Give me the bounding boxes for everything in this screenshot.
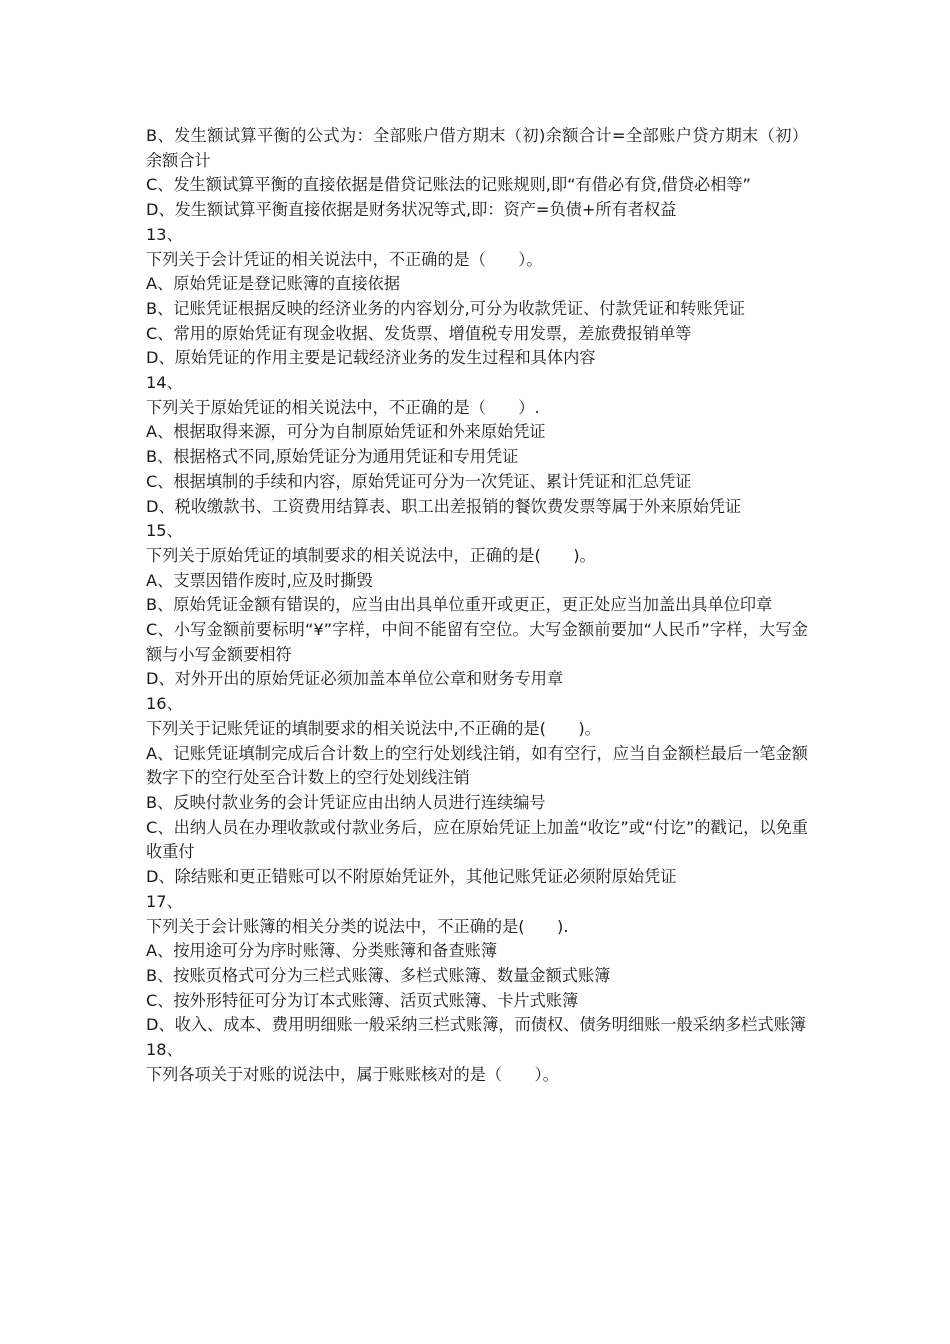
question-text-18: 下列各项关于对账的说法中，属于账账核对的是（ ）。 — [146, 1064, 559, 1084]
option-b-q14: B、根据格式不同,原始凭证分为通用凭证和专用凭证 — [146, 447, 519, 467]
option-b-q12: B、发生额试算平衡的公式为：全部账户借方期末（初)余额合计=全部账户贷方期末（初）余额合计 — [146, 126, 808, 170]
option-b-q15: B、原始凭证金额有错误的，应当由出具单位重开或更正，更正处应当加盖出具单位印章 — [146, 595, 773, 615]
option-a-q16: A、记账凭证填制完成后合计数上的空行处划线注销，如有空行，应当自金额栏最后一笔金额数字下的空行处至合计数上的空行处划线注销 — [146, 743, 808, 788]
document-page — [146, 124, 808, 1087]
question-number-17: 17、 — [146, 891, 183, 911]
question-text-13: 下列关于会计凭证的相关说法中，不正确的是（ ）。 — [146, 249, 543, 269]
question-number-18: 18、 — [146, 1040, 183, 1060]
option-b-q16: B、反映付款业务的会计凭证应由出纳人员进行连续编号 — [146, 792, 546, 812]
option-c-q17: C、按外形特征可分为订本式账簿、活页式账簿、卡片式账簿 — [146, 990, 579, 1010]
option-d-q16: D、除结账和更正错账可以不附原始凭证外，其他记账凭证必须附原始凭证 — [146, 867, 677, 887]
question-text-15: 下列关于原始凭证的填制要求的相关说法中，正确的是( )。 — [146, 545, 596, 565]
option-a-q13: A、原始凭证是登记账簿的直接依据 — [146, 274, 400, 294]
question-number-15: 15、 — [146, 521, 183, 541]
option-d-q17: D、收入、成本、费用明细账一般采纳三栏式账簿，而债权、债务明细账一般采纳多栏式账簿 — [146, 1015, 806, 1035]
question-text-16: 下列关于记账凭证的填制要求的相关说法中,不正确的是( )。 — [146, 718, 601, 738]
option-b-q17: B、按账页格式可分为三栏式账簿、多栏式账簿、数量金额式账簿 — [146, 965, 611, 985]
option-a-q15: A、支票因错作废时,应及时撕毁 — [146, 570, 373, 590]
option-c-q13: C、常用的原始凭证有现金收据、发货票、增值税专用发票，差旅费报销单等 — [146, 323, 692, 343]
question-text-14: 下列关于原始凭证的相关说法中，不正确的是（ ）. — [146, 397, 540, 417]
option-a-q14: A、根据取得来源，可分为自制原始凭证和外来原始凭证 — [146, 422, 546, 442]
option-c-q15: C、小写金额前要标明“¥”字样，中间不能留有空位。大写金额前要加“人民币”字样，大写金额与小写金额要相符 — [146, 620, 808, 664]
option-d-q14: D、税收缴款书、工资费用结算表、职工出差报销的餐饮费发票等属于外来原始凭证 — [146, 496, 742, 516]
option-b-q13: B、记账凭证根据反映的经济业务的内容划分,可分为收款凭证、付款凭证和转账凭证 — [146, 298, 745, 318]
option-d-q13: D、原始凭证的作用主要是记载经济业务的发生过程和具体内容 — [146, 348, 596, 368]
option-d-q12: D、发生额试算平衡直接依据是财务状况等式,即：资产=负债+所有者权益 — [146, 200, 677, 220]
question-number-16: 16、 — [146, 694, 183, 714]
question-text-17: 下列关于会计账簿的相关分类的说法中，不正确的是( ). — [146, 916, 569, 936]
option-c-q14: C、根据填制的手续和内容，原始凭证可分为一次凭证、累计凭证和汇总凭证 — [146, 471, 692, 491]
option-c-q12: C、发生额试算平衡的直接依据是借贷记账法的记账规则,即“有借必有贷,借贷必相等” — [146, 175, 751, 195]
option-c-q16: C、出纳人员在办理收款或付款业务后，应在原始凭证上加盖“收讫”或“付讫”的戳记，以免重收重付 — [146, 817, 808, 862]
option-a-q17: A、按用途可分为序时账簿、分类账簿和备查账簿 — [146, 941, 498, 961]
question-number-13: 13、 — [146, 224, 183, 244]
option-d-q15: D、对外开出的原始凭证必须加盖本单位公章和财务专用章 — [146, 669, 564, 689]
question-number-14: 14、 — [146, 373, 183, 393]
